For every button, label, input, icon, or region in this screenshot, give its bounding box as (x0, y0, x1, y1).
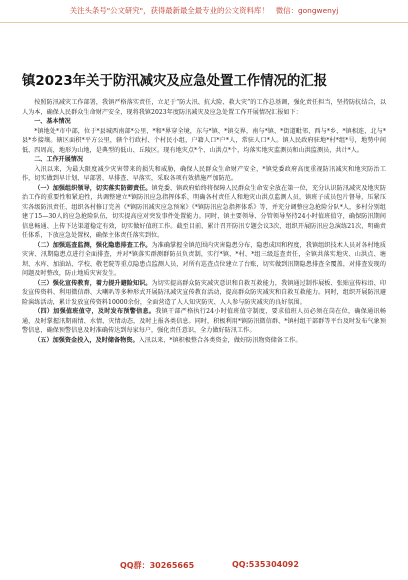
point-lead: （五）加强资金投入，及时储备物资。 (34, 336, 139, 344)
point-paragraph (22, 336, 386, 346)
point-lead: （四）加强值班值守，及时发布预警信息。 (34, 308, 156, 315)
point-paragraph (22, 241, 386, 279)
section-heading-1: 一、基本情况 (34, 118, 71, 125)
section-heading-2: 二、工作开展情况 (34, 156, 83, 163)
point-paragraph (22, 307, 386, 336)
point-paragraph (22, 184, 386, 241)
point-text: 为切实提高群众防灾减灾意识和自救互救能力，我镇通过制作展板、张贴宣传标语、印发宣传资料、利用微信群、大喇叭等多种形式开展防汛减灾宣传教育活动，提高群众防灾减灾和自救互救能力。同时，组织开展防汛避险演练活动，累计发放宣传资料10000余份，全面营造了人人知灾防灾、人人参与防灾减灾的良好氛围。 (22, 279, 386, 306)
document-body (22, 98, 386, 345)
footer-qq-group: QQ群：30265665 (120, 561, 195, 570)
point-paragraph (22, 279, 386, 308)
section-1-paragraph: *镇地处*市中部，位于*县城西南部*公里，*和*界穿全境，东与*镇、*镇交界，南与*镇、*街道毗邻，西与*乡、*镇相连，北与*县*乡接壤。辖区面积*平方公里，辖个行政村、个村民小组，户籍人口*户*人，常驻人口*人。镇人民政府驻地*村*组*号，地势中间低、四周高，地形为山地，是典型的低山、丘陵区。现有地灾点*个、山洪点*个，均落实地灾监测员和山洪监测员，共计*人。 (22, 127, 386, 154)
document-title: 镇2023年关于防汛减灾及应急处置工作情况的汇报 (22, 74, 328, 89)
point-lead: （二）加强巡查监测，强化隐患排查工作。 (34, 241, 152, 249)
banner-message: 关注头条号"公文研究"，获得最新最全最专业的公文资料库！ (69, 6, 269, 15)
point-text: 为准确掌握全镇范围内灾害隐患分布，隐患成因和程度，我镇组织技术人员对各村地质灾害、汛期隐患点进行全面排查，并对*镇落实群测群防员负责制，实行*镇、*村、*组三级巡查责任，全镇共落实地灾、山洪点、塘坝、水库、加油站、学校、敬老院等重点隐患点监测人员，对所有巡查点位建立了台账，切实做到汛期隐患排查全覆盖，对排查发现的问题及时整改，防止地质灾害发生。 (22, 241, 386, 277)
section-2-intro: 入汛以来，为最大限度减少灾害带来的损失和威胁，确保人民群众生命财产安全，*镇党委政府高度重视防汛减灾和地灾防治工作，切实做到早计划、早部署、早排查、早落实，采取各项有效措施严加防范。 (22, 165, 386, 182)
point-text: 镇党委、镇政府始终将保障人民群众生命安全放在第一位，充分认识防汛减灾及地灾防治工作的重要性和紧迫性，共调整建立*镇防汛应急指挥体系，明确各村责任人和地灾山洪点监测人员，镇班子成员包片督导，压紧压实各级防汛责任，组织各村修订完善《*镇防汛减灾应急预案》《*镇防汛应急指挥体系》等，并充分调整应急抢险分队*人，多村分别组建了15—30人的应急抢险队伍，切实提高应对突发事件处置能力。同时，镇主要领导、分管领导坚持24小时值班值守，确保防汛期间信息畅通、上传下达渠道稳定有效，切实做好值班工作。截至目前，累计召开防汛专题会议3次，组织开展防汛应急演练21次，明确责任体系，下放应急处置权，确保主体责任落实到位。 (22, 184, 386, 239)
footer (0, 558, 408, 574)
intro-paragraph: 按照防汛减灾工作部署，我镇严格落实责任，立足于“防大汛、抗大险、救大灾”的工作总基调，强化责任担当，坚持防抗结合，以人为本，确保人民群众生命财产安全，现将我镇2023年度防汛减灾及应急处置工作开展情况汇报如下： (22, 99, 386, 116)
footer-qq: QQ:535304092 (232, 560, 299, 569)
point-lead: （一）加强组织领导，切实落实防御责任。 (34, 184, 152, 192)
banner-text (6, 5, 402, 16)
point-lead: （三）强化宣传教育，着力提升避险知识。 (34, 279, 152, 287)
point-text: 入汛以来，*镇积极整合各类资金，做好防汛物资储备工作。 (138, 336, 302, 344)
point-text: 我镇干部严格执行24小时值班值守制度，要求值班人员必须在岗在位，确保通讯畅通，及时掌握汛期雨情、水情、灾情动态，及时上报各类信息。同时，积极利用*镇防汛微信群、*镇村组干部群等平台及时发布气象预警信息，确保预警信息及时准确传达到每家每户，强化责任意识，全力做好防汛工作。 (22, 308, 387, 334)
banner-wechat: 微信：gongwenyj (275, 6, 339, 15)
top-banner (0, 0, 408, 23)
